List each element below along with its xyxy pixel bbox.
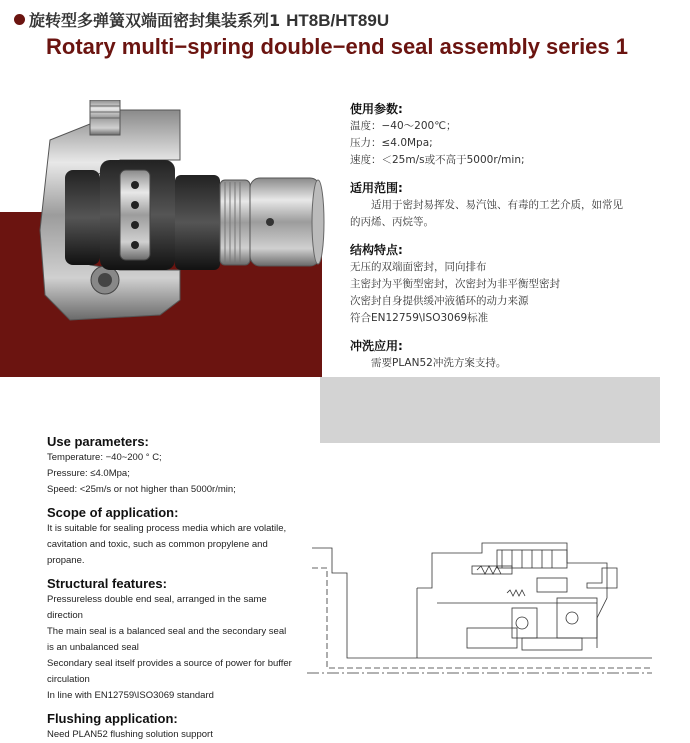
english-description [47, 433, 297, 743]
page-title-cn [14, 8, 389, 31]
gray-background-block [320, 377, 660, 443]
cn-structure-item: 主密封为平衡型密封，次密封为非平衡型密封 [350, 278, 560, 290]
en-speed: Speed: <25m/s or not higher than 5000r/min; [47, 484, 236, 495]
cn-scope-line1: 适用于密封易挥发、易汽蚀、有毒的工艺介质，如常见 [371, 199, 623, 211]
en-structure-item: circulation [47, 674, 90, 685]
en-scope-line2: cavitation and toxic, such as common propylene and propane. [47, 539, 268, 566]
cn-structure-item: 无压的双端面密封，同向排布 [350, 261, 487, 273]
technical-drawing [307, 538, 657, 678]
cn-temperature: 温度：−40～200℃； [350, 120, 457, 132]
page-title-en: Rotary multi−spring double−end seal assembly series 1 [46, 34, 629, 59]
cn-flushing-text: 需要PLAN52冲洗方案支持。 [371, 357, 507, 369]
cn-speed: 速度：＜25m/s或不高于5000r/min; [350, 154, 525, 166]
cn-structure-heading: 结构特点: [350, 243, 403, 257]
en-flushing-text: Need PLAN52 flushing solution support [47, 729, 213, 740]
cn-params-heading: 使用参数: [350, 102, 403, 116]
cn-flushing-heading: 冲洗应用: [350, 339, 403, 353]
en-params-heading: Use parameters: [47, 434, 149, 449]
chinese-description [350, 100, 670, 372]
cn-scope-line2: 的丙烯、丙烷等。 [350, 216, 434, 228]
en-scope-heading: Scope of application: [47, 505, 179, 520]
en-structure-item: is an unbalanced seal [47, 642, 139, 653]
en-structure-item: The main seal is a balanced seal and the secondary seal [47, 626, 287, 637]
en-temperature: Temperature: −40~200 ° C; [47, 452, 162, 463]
en-structure-item: Secondary seal itself provides a source of power for buffer [47, 658, 292, 669]
bullet-icon [14, 14, 25, 25]
en-pressure: Pressure: ≤4.0Mpa; [47, 468, 130, 479]
cn-structure-item: 符合EN12759\ISO3069标准 [350, 312, 489, 324]
en-structure-item: In line with EN12759\ISO3069 standard [47, 690, 214, 701]
cn-pressure: 压力：≤4.0Mpa; [350, 137, 433, 149]
cn-scope-heading: 适用范围: [350, 181, 403, 195]
en-scope-line1: It is suitable for sealing process media which are volatile, [47, 523, 287, 534]
en-structure-heading: Structural features: [47, 576, 167, 591]
en-flushing-heading: Flushing application: [47, 711, 178, 726]
model-number: HT8B/HT89U [286, 11, 390, 30]
title-cn-text: 旋转型多弹簧双端面密封集装系列1 [29, 11, 281, 30]
cn-structure-item: 次密封自身提供缓冲液循环的动力来源 [350, 295, 529, 307]
en-structure-item: Pressureless double end seal, arranged in the same direction [47, 594, 267, 621]
seal-product-photo [30, 100, 330, 345]
